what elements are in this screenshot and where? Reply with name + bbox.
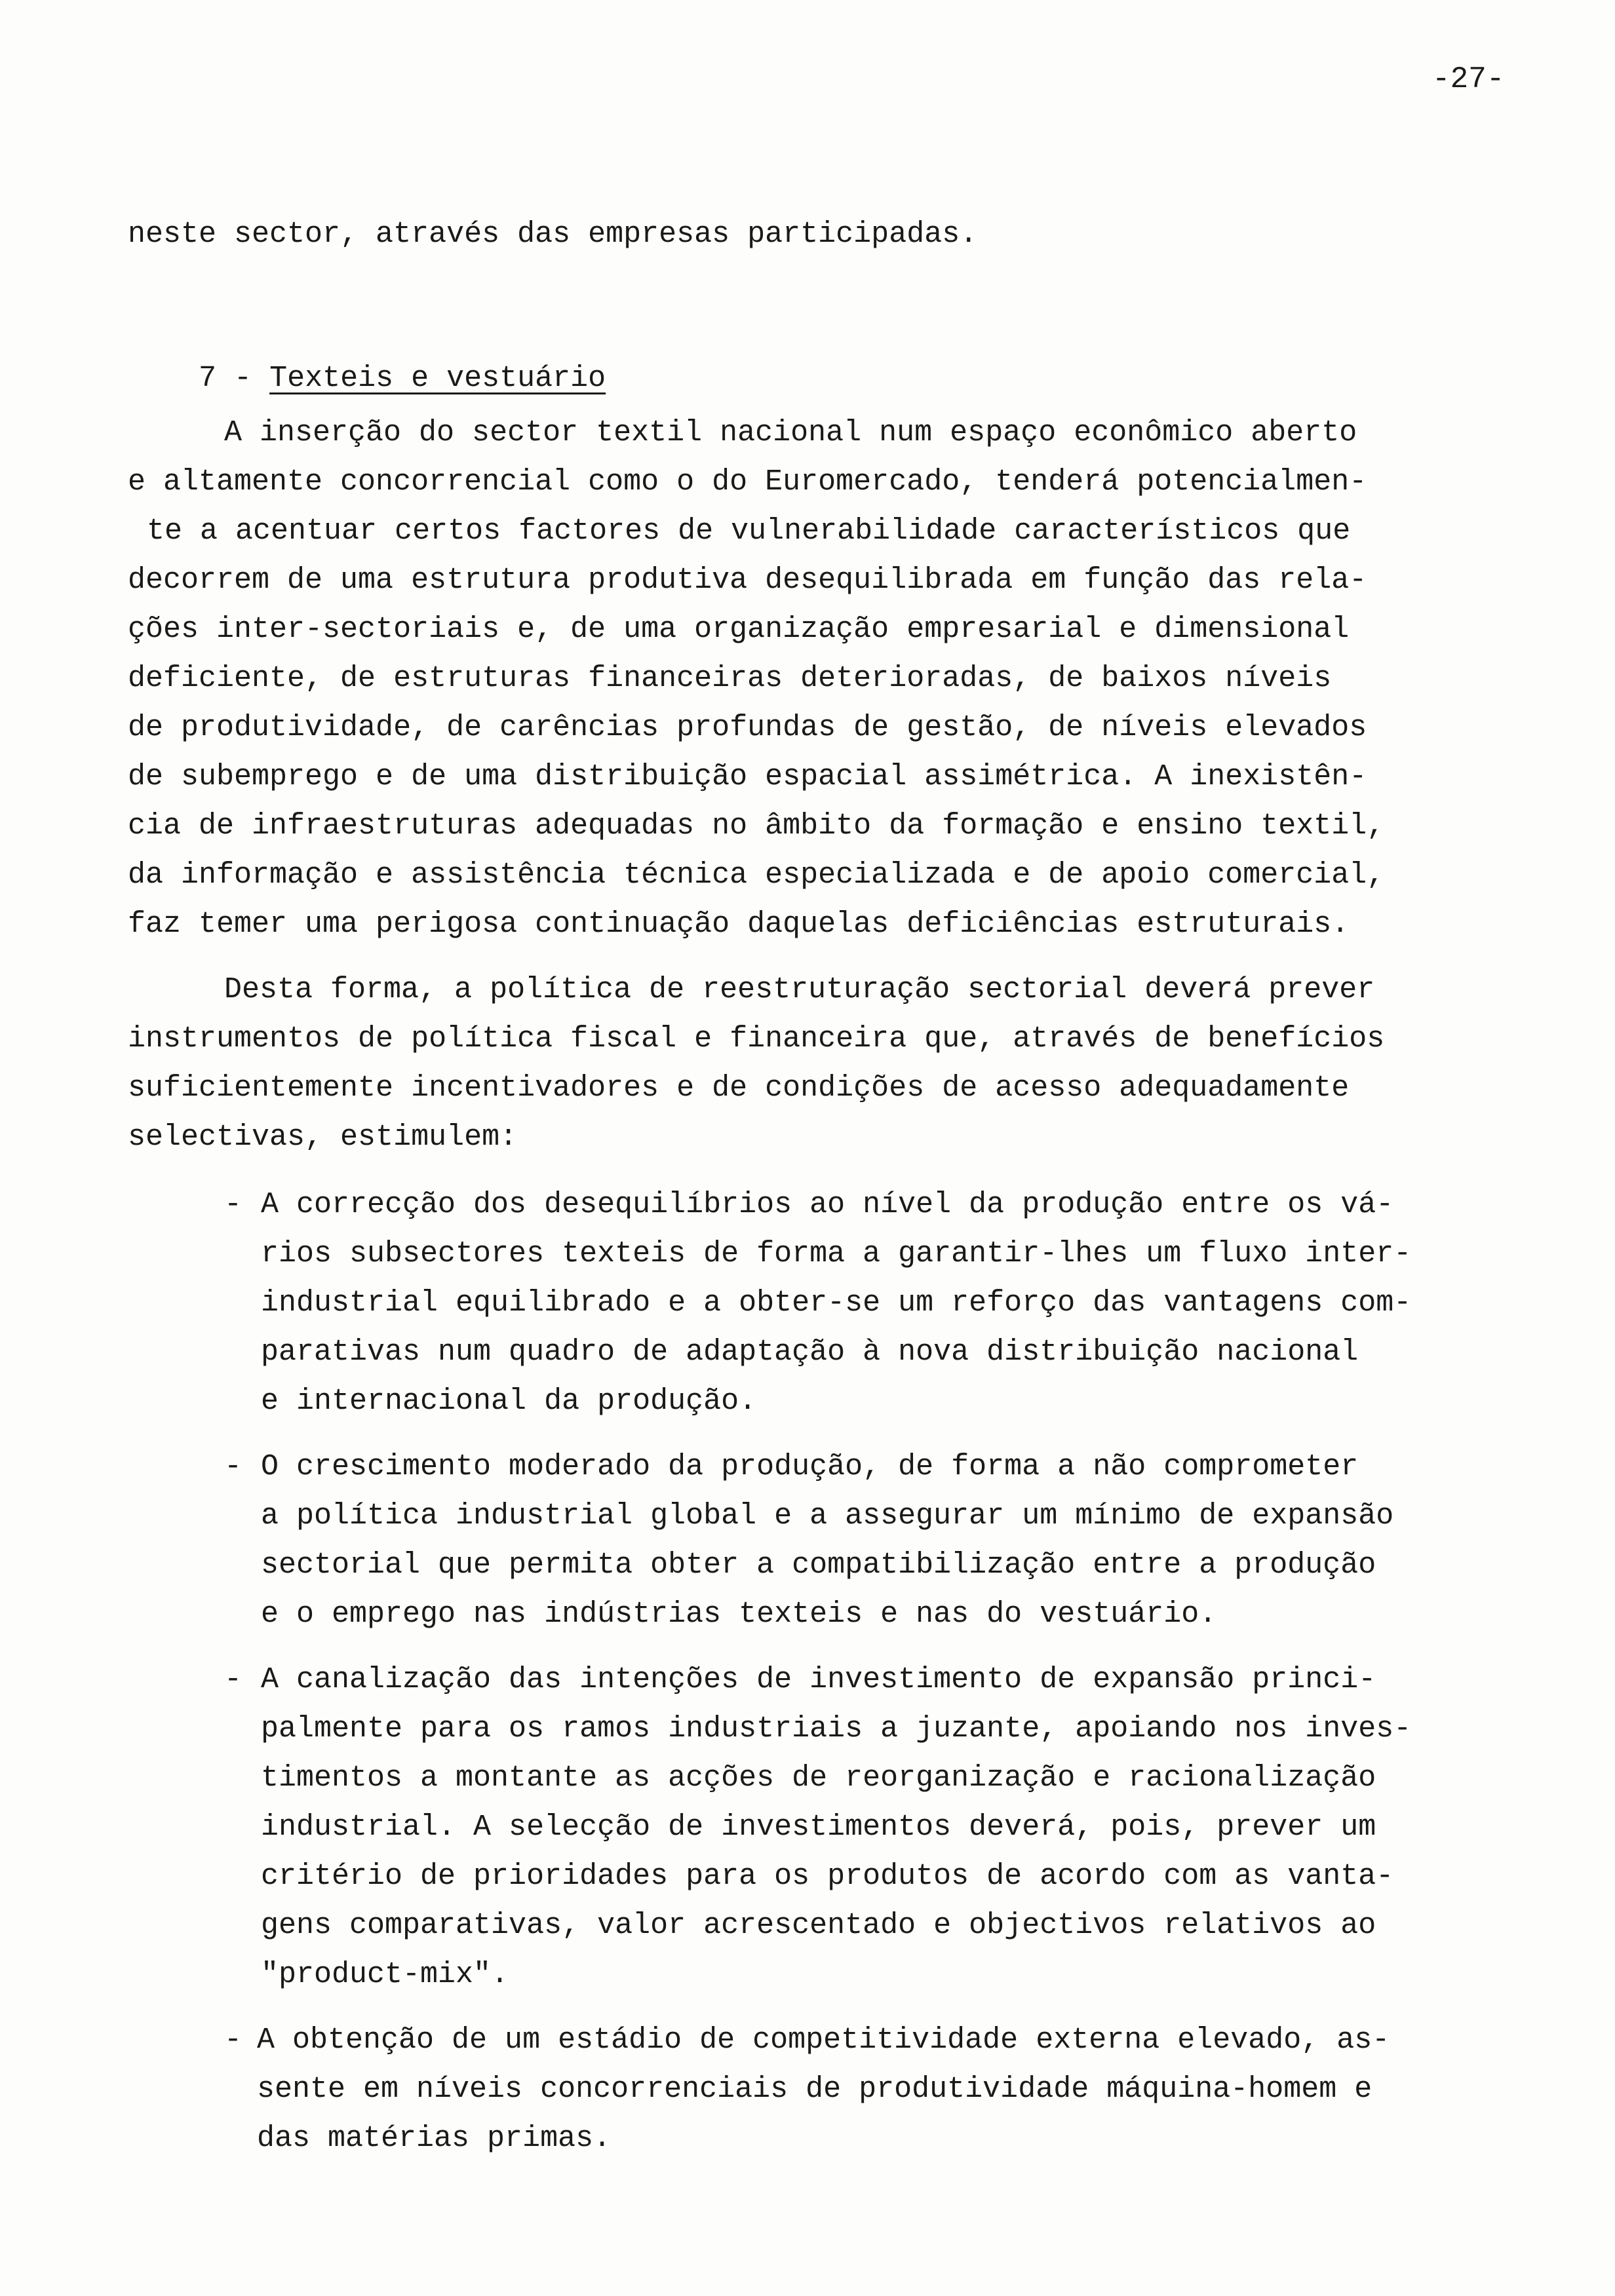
paragraph-line: e altamente concorrencial como o do Euromercado, tenderá potencialmen- [128,465,1367,499]
bullet-line: sectorial que permita obter a compatibilização entre a produção [261,1548,1376,1582]
paragraph-line: te a acentuar certos factores de vulnerabilidade característicos que [147,514,1351,548]
bullet-line: rios subsectores texteis de forma a garantir-lhes um fluxo inter- [261,1237,1412,1271]
bullet-line: e internacional da produção. [261,1385,757,1418]
bullet-line: timentos a montante as acções de reorganização e racionalização [261,1761,1376,1795]
bullet-line: A canalização das intenções de investimento de expansão princi- [261,1663,1376,1696]
bullet-line: industrial equilibrado e a obter-se um reforço das vantagens com- [261,1286,1412,1320]
paragraph-line: instrumentos de política fiscal e financeira que, através de benefícios [128,1022,1385,1056]
bullet-line: industrial. A selecção de investimentos deverá, pois, prever um [261,1810,1376,1844]
bullet-line: sente em níveis concorrenciais de produtividade máquina-homem e [257,2073,1372,2106]
paragraph-line: da informação e assistência técnica especializada e de apoio comercial, [128,858,1385,892]
paragraph-line: de subemprego e de uma distribuição espacial assimétrica. A inexistên- [128,760,1367,794]
paragraph-line: deficiente, de estruturas financeiras deterioradas, de baixos níveis [128,662,1332,695]
bullet-marker: - [224,1663,243,1696]
paragraph-line: decorrem de uma estrutura produtiva desequilibrada em função das rela- [128,564,1367,597]
section-title: Texteis e vestuário [269,362,606,395]
bullet-line: das matérias primas. [257,2122,612,2155]
paragraph-line: faz temer uma perigosa continuação daquelas deficiências estruturais. [128,908,1350,941]
paragraph-line: cia de infraestruturas adequadas no âmbito da formação e ensino textil, [128,809,1385,843]
bullet-marker: - [224,2023,243,2057]
paragraph-line: suficientemente incentivadores e de condições de acesso adequadamente [128,1071,1350,1105]
paragraph-line: Desta forma, a política de reestruturação sectorial deverá prever [224,973,1375,1006]
bullet-line: palmente para os ramos industriais a juzante, apoiando nos inves- [261,1712,1412,1746]
bullet-line: a política industrial global e a assegurar um mínimo de expansão [261,1499,1394,1533]
section-heading [128,334,606,423]
bullet-line: A correcção dos desequilíbrios ao nível da produção entre os vá- [261,1188,1394,1221]
paragraph-line: de produtividade, de carências profundas de gestão, de níveis elevados [128,711,1367,744]
paragraph-line: ções inter-sectoriais e, de uma organização empresarial e dimensional [128,613,1350,646]
paragraph-line: selectivas, estimulem: [128,1120,518,1154]
bullet-marker: - [224,1188,243,1221]
bullet-line: gens comparativas, valor acrescentado e objectivos relativos ao [261,1909,1376,1942]
bullet-line: e o emprego nas indústrias texteis e nas do vestuário. [261,1598,1217,1631]
page-number: -27- [1432,62,1505,96]
section-number: 7 - [199,362,270,395]
continuation-line: neste sector, através das empresas participadas. [128,218,978,251]
bullet-line: parativas num quadro de adaptação à nova distribuição nacional [261,1335,1359,1369]
paragraph-line: A inserção do sector textil nacional num espaço econômico aberto [224,416,1357,450]
bullet-line: A obtenção de um estádio de competitividade externa elevado, as- [257,2023,1390,2057]
bullet-line: "product-mix". [261,1958,509,1991]
bullet-line: O crescimento moderado da produção, de forma a não comprometer [261,1450,1359,1483]
bullet-marker: - [224,1450,243,1483]
bullet-line: critério de prioridades para os produtos de acordo com as vanta- [261,1860,1394,1893]
